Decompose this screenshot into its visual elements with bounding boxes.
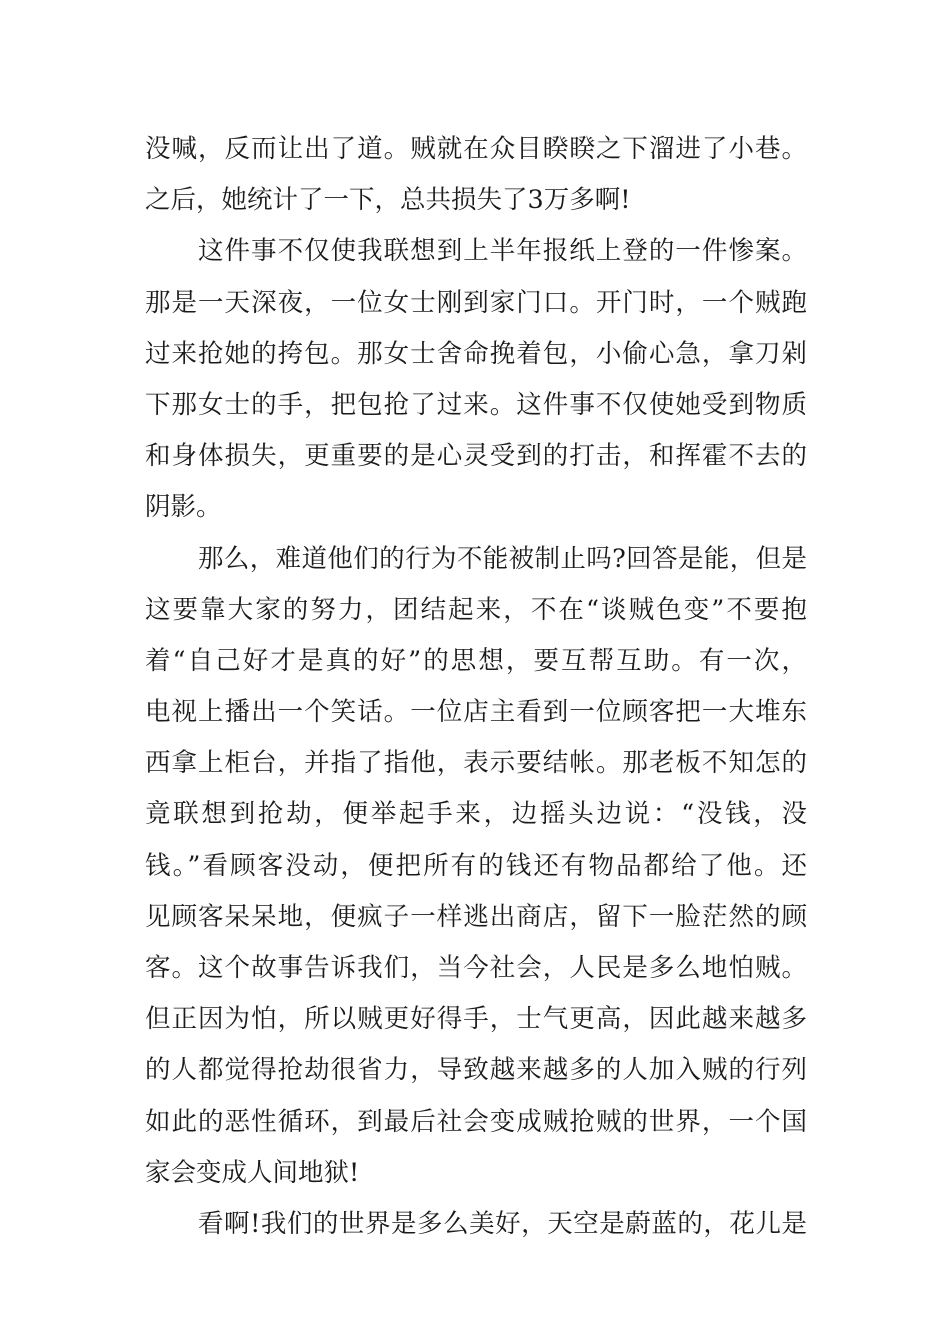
text-line-16: 见顾客呆呆地，便疯子一样逃出商店，留下一脸茫然的顾 (145, 901, 807, 932)
text-line-5: 过来抢她的挎包。那女士舍命挽着包，小偷心急，拿刀剁 (145, 338, 807, 369)
text-line-4: 那是一天深夜，一位女士刚到家门口。开门时，一个贼跑 (145, 287, 807, 318)
text-line-8: 阴影。 (145, 492, 222, 523)
text-line-11: 着“自己好才是真的好”的思想，要互帮互助。有一次， (145, 645, 807, 676)
document-body (145, 124, 807, 1250)
text-line-18: 但正因为怕，所以贼更好得手，士气更高，因此越来越多 (145, 1004, 807, 1035)
text-line-3: 这件事不仅使我联想到上半年报纸上登的一件惨案。 (198, 236, 807, 267)
text-line-2: 之后，她统计了一下，总共损失了3万多啊! (145, 185, 631, 216)
text-line-7: 和身体损失，更重要的是心灵受到的打击，和挥霍不去的 (145, 441, 807, 472)
text-line-14: 竟联想到抢劫，便举起手来，边摇头边说：“没钱，没 (145, 799, 807, 830)
text-line-19: 的人都觉得抢劫很省力，导致越来越多的人加入贼的行列 (145, 1055, 807, 1086)
text-line-15: 钱。”看顾客没动，便把所有的钱还有物品都给了他。还 (145, 850, 807, 881)
text-line-9: 那么，难道他们的行为不能被制止吗?回答是能，但是 (198, 543, 807, 574)
text-line-12: 电视上播出一个笑话。一位店主看到一位顾客把一大堆东 (145, 697, 807, 728)
text-line-10: 这要靠大家的努力，团结起来，不在“谈贼色变”不要抱 (145, 594, 807, 625)
text-line-6: 下那女士的手，把包抢了过来。这件事不仅使她受到物质 (145, 389, 807, 420)
text-line-20: 如此的恶性循环，到最后社会变成贼抢贼的世界，一个国 (145, 1106, 807, 1137)
text-line-22: 看啊!我们的世界是多么美好，天空是蔚蓝的，花儿是 (198, 1208, 807, 1239)
text-line-1: 没喊，反而让出了道。贼就在众目睽睽之下溜进了小巷。 (145, 134, 807, 164)
text-line-13: 西拿上柜台，并指了指他，表示要结帐。那老板不知怎的 (145, 748, 807, 779)
text-line-17: 客。这个故事告诉我们，当今社会，人民是多么地怕贼。 (145, 953, 807, 983)
text-line-21: 家会变成人间地狱! (145, 1157, 360, 1188)
